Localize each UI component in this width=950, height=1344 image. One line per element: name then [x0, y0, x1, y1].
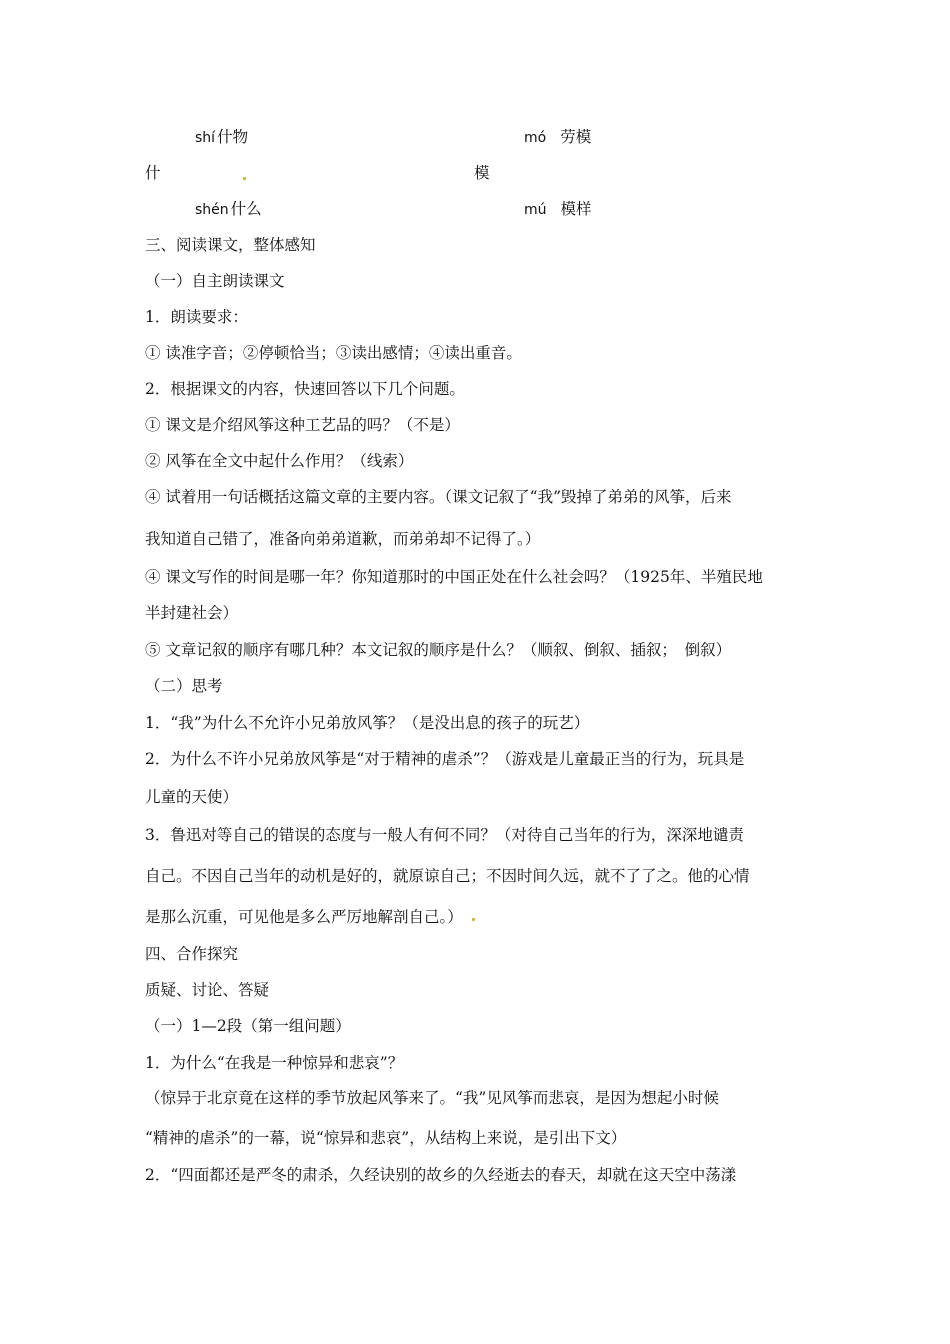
pinyin: mó: [524, 130, 547, 146]
text-line: 3．鲁迅对等自己的错误的态度与一般人有何不同？（对待自己当年的行为，深深地谴责: [145, 826, 744, 844]
text-line: “精神的虐杀”的一幕，说“惊异和悲哀”，从结构上来说，是引出下文）: [145, 1129, 627, 1147]
text-line: ④ 课文写作的时间是哪一年？你知道那时的中国正处在什么社会吗？（1925年、半殖民地: [145, 568, 763, 586]
text-line: 2．“四面都还是严冬的肃杀，久经诀别的故乡的久经逝去的春天，却就在这天空中荡漾: [145, 1166, 737, 1184]
word: 劳模: [560, 128, 592, 146]
subsection-heading: （二）思考: [145, 677, 223, 695]
text-line: 我知道自己错了，准备向弟弟道歉，而弟弟却不记得了。）: [145, 530, 541, 548]
section-heading: 四、合作探究: [145, 945, 239, 963]
polyphone-reading: [524, 199, 592, 220]
pinyin: shén: [195, 202, 229, 218]
text-line: ① 读准字音；②停顿恰当；③读出感情；④读出重音。: [145, 344, 522, 362]
text-line: （惊异于北京竟在这样的季节放起风筝来了。“我”见风筝而悲哀，是因为想起小时候: [145, 1089, 719, 1107]
section-heading: 三、阅读课文，整体感知: [145, 236, 316, 254]
word: 什么: [230, 200, 262, 218]
text-line: 半封建社会）: [145, 604, 239, 622]
text-line: ① 课文是介绍风筝这种工艺品的吗？（不是）: [145, 416, 460, 434]
pinyin: mú: [524, 202, 547, 218]
text-line: 2．根据课文的内容，快速回答以下几个问题。: [145, 380, 465, 398]
text-line: ⑤ 文章记叙的顺序有哪几种？本文记叙的顺序是什么？（顺叙、倒叙、插叙； 倒叙）: [145, 641, 732, 659]
subsection-heading: （一）1—2段（第一组问题）: [145, 1017, 351, 1035]
pinyin: shí: [195, 130, 216, 146]
word: 模样: [560, 200, 592, 218]
text-line: 1．“我”为什么不允许小兄弟放风筝？（是没出息的孩子的玩艺）: [145, 714, 590, 732]
stray-mark: [243, 177, 246, 180]
word: 什物: [217, 128, 249, 146]
subsection-heading: （一）自主朗读课文: [145, 272, 285, 290]
text-line: 儿童的天使）: [145, 788, 239, 806]
polyphone-reading: [195, 127, 248, 148]
text-line: 2．为什么不许小兄弟放风筝是“对于精神的虐杀”？（游戏是儿童最正当的行为，玩具是: [145, 750, 745, 768]
text-line: 质疑、讨论、答疑: [145, 981, 270, 999]
polyphone-char: 模: [474, 164, 490, 182]
text-line: ② 风筝在全文中起什么作用？（线索）: [145, 452, 414, 470]
text-line: 1．为什么“在我是一种惊异和悲哀”？: [145, 1054, 404, 1072]
polyphone-reading: [524, 127, 591, 148]
text-line: 1．朗读要求：: [145, 308, 248, 326]
text-line: ④ 试着用一句话概括这篇文章的主要内容。（课文记叙了“我”毁掉了弟弟的风筝，后来: [145, 488, 732, 506]
text-line: 自己。不因自己当年的动机是好的，就原谅自己；不因时间久远，就不了了之。他的心情: [145, 867, 750, 885]
polyphone-char: 什: [145, 164, 161, 182]
text-line: 是那么沉重，可见他是多么严厉地解剖自己。）: [145, 908, 463, 926]
polyphone-reading: [195, 199, 262, 220]
